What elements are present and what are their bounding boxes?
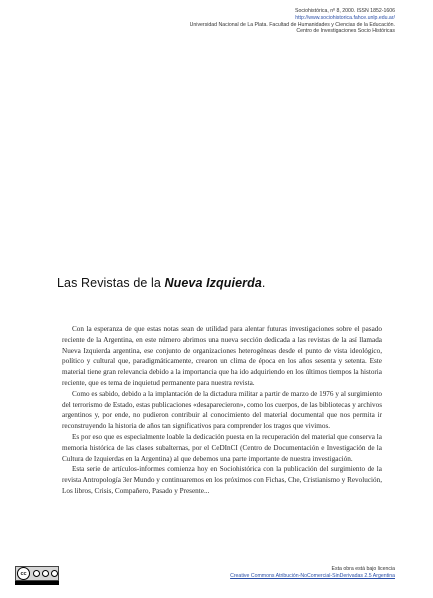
license-intro: Esta obra está bajo licencia	[331, 566, 395, 572]
license-terms-icons	[33, 570, 58, 577]
creative-commons-badge-icon[interactable]	[15, 566, 59, 581]
license-notice	[230, 566, 395, 580]
title-prefix: Las Revistas de la	[57, 276, 165, 290]
header-url-link[interactable]: http://www.sociohistorica.fahce.unlp.edu.ar/	[295, 14, 395, 21]
title-emphasis: Nueva Izquierda	[164, 276, 262, 290]
paragraph-3: Es por eso que es especialmente loable la dedicación puesta en la recuperación del material que conserva la memoria histórica de las clases subalternas, por el CeDInCI (Centro de Documentación e Investigación de la Cultura de Izquierdas en la Argentina) al que debemos una parte importante de nuestra investigación.	[62, 432, 382, 463]
header-university-line: Universidad Nacional de La Plata. Facultad de Humanidades y Ciencias de la Educación.	[189, 21, 395, 28]
noderivatives-icon	[51, 570, 58, 577]
paragraph-2: Como es sabido, debido a la implantación de la dictadura militar a partir de marzo de 1976 y al surgimiento del terrorismo de Estado, estas publicaciones «desaparecieron», como los cuerpos, de las bibliotecas y archivos argentinos y, por ende, no pudieron contribuir al conocimiento del material documental que nos permita ir reconstruyendo la historia de años tan significativos para comprender los tragos que vivimos.	[62, 389, 382, 431]
journal-header	[65, 8, 395, 35]
cc-logo-icon: cc	[17, 567, 30, 580]
header-center-line: Centro de Investigaciones Socio Históricas	[296, 28, 395, 35]
license-link[interactable]: Creative Commons Atribución-NoComercial-SinDerivadas 2.5 Argentina	[230, 573, 395, 579]
title-suffix: .	[261, 276, 266, 290]
noncommercial-icon	[42, 570, 49, 577]
paragraph-1: Con la esperanza de que estas notas sean de utilidad para alentar futuras investigaciones sobre el pasado reciente de la Argentina, en este número abrimos una nueva sección dedicada a las revistas de la así llamada Nueva Izquierda argentina, ese conjunto de organizaciones heterogéneas desde el punto de vista ideológico, político y cultural que, paradigmáticamente, crearon un clima de época en los años sesenta y setenta. Este material tiene gran relevancia debido a la importancia que ha ido adquiriendo en los últimos tiempos la historia reciente, que es tema de inquietud permanente para nuestra revista.	[62, 325, 382, 387]
header-journal-line: Sociohistórica, nº 8, 2000. ISSN 1852-1606	[295, 8, 395, 14]
paragraph-4: Esta serie de artículos-informes comienza hoy en Sociohistórica con la publicación del surgimiento de la revista Antropología 3er Mundo y continuaremos en los próximos con Fichas, Che, Cristianismo y Revolución, Los libros, Crisis, Compañero, Pasado y Presente...	[62, 465, 383, 495]
attribution-icon	[33, 570, 40, 577]
page-title	[57, 276, 265, 290]
article-body	[62, 324, 382, 497]
badge-strip	[15, 581, 59, 585]
